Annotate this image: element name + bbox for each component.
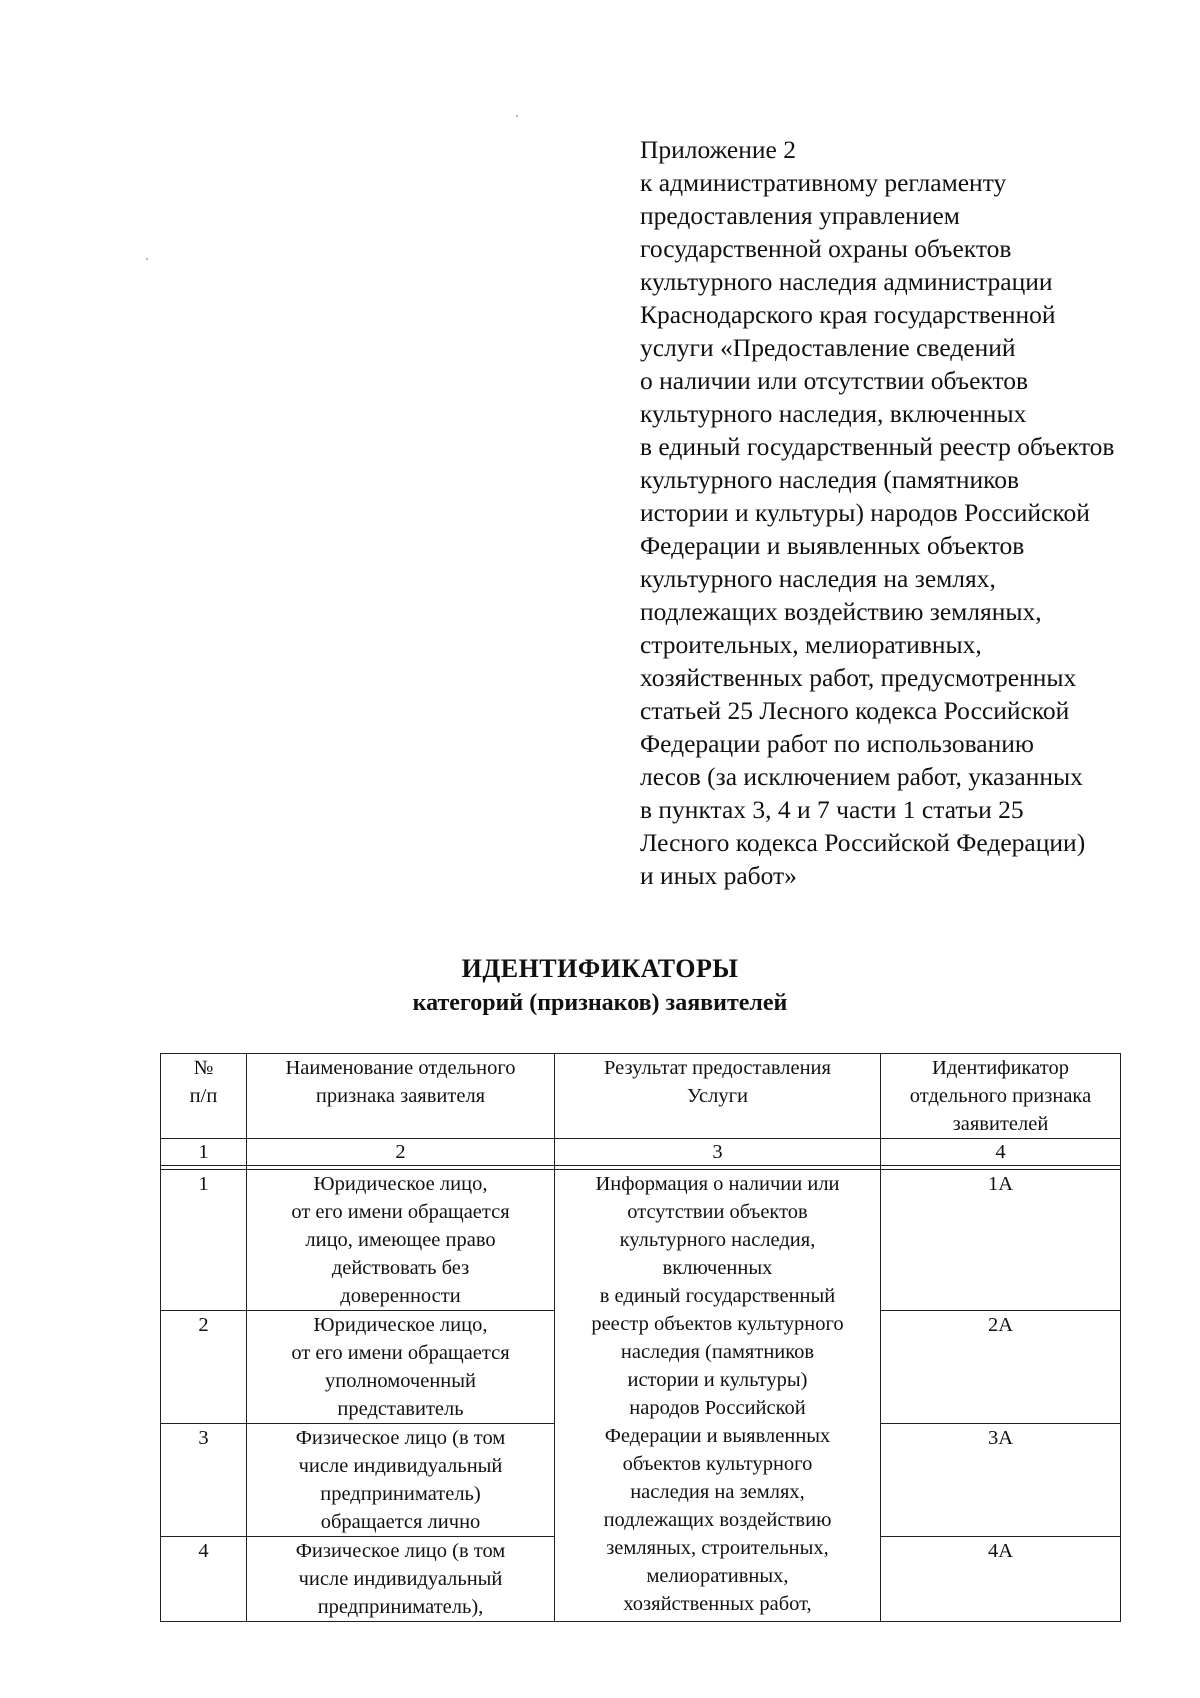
header-service-result <box>555 1054 881 1139</box>
service-result-line: объектов культурного <box>622 1453 813 1475</box>
table-row <box>161 1170 1121 1311</box>
scan-speck <box>146 258 148 260</box>
identifiers-table <box>160 1053 1121 1622</box>
row-number: 3 <box>161 1424 247 1537</box>
service-result-line: Информация о наличии или <box>595 1173 840 1195</box>
header-text-line: Наименование отдельного <box>285 1057 516 1079</box>
service-result-line: хозяйственных работ, <box>623 1593 812 1615</box>
appendix-line: в единый государственный реестр объектов <box>640 432 1115 461</box>
table-header-row <box>161 1054 1121 1139</box>
header-text-line: Идентификатор <box>932 1057 1069 1079</box>
applicant-feature-line: действовать без <box>331 1257 470 1279</box>
service-result-line: в единый государственный <box>599 1285 836 1307</box>
service-result-line: подлежащих воздействию <box>603 1509 832 1531</box>
appendix-line: лесов (за исключением работ, указанных <box>640 762 1083 791</box>
applicant-feature <box>247 1170 555 1311</box>
service-result-line: наследия (памятников <box>620 1341 815 1363</box>
applicant-feature-line: предприниматель) <box>320 1483 481 1505</box>
appendix-line: истории и культуры) народов Российской <box>640 498 1090 527</box>
appendix-line: культурного наследия на землях, <box>640 564 996 593</box>
service-result-line: отсутствии объектов <box>627 1201 808 1223</box>
service-result-line: культурного наследия, <box>619 1229 816 1251</box>
row-number: 1 <box>161 1170 247 1311</box>
applicant-feature-line: уполномоченный <box>324 1370 477 1392</box>
identifier-code: 3А <box>881 1424 1121 1537</box>
header-text-line: Услуги <box>686 1085 748 1107</box>
appendix-line: хозяйственных работ, предусмотренных <box>640 663 1077 692</box>
applicant-feature-line: Юридическое лицо, <box>313 1173 488 1195</box>
service-result-line: истории и культуры) <box>627 1369 808 1391</box>
applicant-feature-line: числе индивидуальный <box>298 1455 503 1477</box>
header-text-line: № <box>193 1057 214 1079</box>
document-title: ИДЕНТИФИКАТОРЫ <box>461 954 739 983</box>
appendix-line: Федерации работ по использованию <box>640 729 1034 758</box>
row-number: 4 <box>161 1537 247 1622</box>
applicant-feature-line: представитель <box>337 1398 464 1420</box>
applicant-feature-line: Физическое лицо (в том <box>295 1427 506 1449</box>
identifier-code: 4А <box>881 1537 1121 1622</box>
appendix-line: Федерации и выявленных объектов <box>640 531 1025 560</box>
column-numbers-row <box>161 1139 1121 1166</box>
row-number: 2 <box>161 1311 247 1424</box>
document-subtitle: категорий (признаков) заявителей <box>412 990 788 1016</box>
service-result-line: мелиоративных, <box>646 1565 789 1587</box>
appendix-line: строительных, мелиоративных, <box>640 630 982 659</box>
applicant-feature-line: Юридическое лицо, <box>313 1314 488 1336</box>
service-result-line: наследия на землях, <box>630 1481 805 1503</box>
identifier-code: 2А <box>881 1311 1121 1424</box>
applicant-feature-line: обращается лично <box>320 1511 481 1533</box>
identifier-code: 1А <box>881 1170 1121 1311</box>
service-result-line: включенных <box>662 1257 773 1279</box>
header-number <box>161 1054 247 1139</box>
applicant-feature <box>247 1424 555 1537</box>
applicant-feature-line: числе индивидуальный <box>298 1568 503 1590</box>
service-result-line: Федерации и выявленных <box>604 1425 831 1447</box>
appendix-line: Лесного кодекса Российской Федерации) <box>640 828 1086 857</box>
appendix-line: Краснодарского края государственной <box>640 300 1056 329</box>
appendix-line: о наличии или отсутствии объектов <box>640 366 1029 395</box>
header-text-line: п/п <box>189 1085 218 1107</box>
service-result-line: народов Российской <box>629 1397 806 1419</box>
appendix-line: и иных работ» <box>640 861 797 890</box>
service-result-line: реестр объектов культурного <box>591 1313 844 1335</box>
appendix-line: культурного наследия администрации <box>640 267 1053 296</box>
applicant-feature-line: лицо, имеющее право <box>305 1229 496 1251</box>
applicant-feature-line: Физическое лицо (в том <box>295 1540 506 1562</box>
service-result-line: земляных, строительных, <box>606 1537 829 1559</box>
header-identifier <box>881 1054 1121 1139</box>
applicant-feature-line: предприниматель), <box>317 1596 484 1618</box>
header-text-line: заявителей <box>952 1113 1049 1135</box>
scan-speck <box>516 115 518 117</box>
header-applicant-feature <box>247 1054 555 1139</box>
applicant-feature-line: от его имени обращается <box>291 1342 510 1364</box>
applicant-feature <box>247 1537 555 1622</box>
header-text-line: отдельного признака <box>909 1085 1092 1107</box>
service-result <box>555 1170 881 1622</box>
appendix-line: статьей 25 Лесного кодекса Российской <box>640 696 1070 725</box>
header-text-line: признака заявителя <box>315 1085 486 1107</box>
appendix-line: к административному регламенту <box>640 168 1007 197</box>
appendix-line: культурного наследия, включенных <box>640 399 1027 428</box>
appendix-line: услуги «Предоставление сведений <box>640 333 1016 362</box>
header-text-line: Результат предоставления <box>604 1057 831 1079</box>
appendix-line: Приложение 2 <box>640 135 796 164</box>
column-number: 4 <box>881 1139 1121 1166</box>
applicant-feature-line: доверенности <box>340 1285 461 1307</box>
applicant-feature-line: от его имени обращается <box>291 1201 510 1223</box>
appendix-line: государственной охраны объектов <box>640 234 1012 263</box>
applicant-feature <box>247 1311 555 1424</box>
appendix-note <box>640 133 1180 892</box>
appendix-line: культурного наследия (памятников <box>640 465 1020 494</box>
appendix-line: подлежащих воздействию земляных, <box>640 597 1042 626</box>
column-number: 2 <box>247 1139 555 1166</box>
column-number: 3 <box>555 1139 881 1166</box>
column-number: 1 <box>161 1139 247 1166</box>
appendix-line: в пунктах 3, 4 и 7 части 1 статьи 25 <box>640 795 1024 824</box>
appendix-line: предоставления управлением <box>640 201 960 230</box>
